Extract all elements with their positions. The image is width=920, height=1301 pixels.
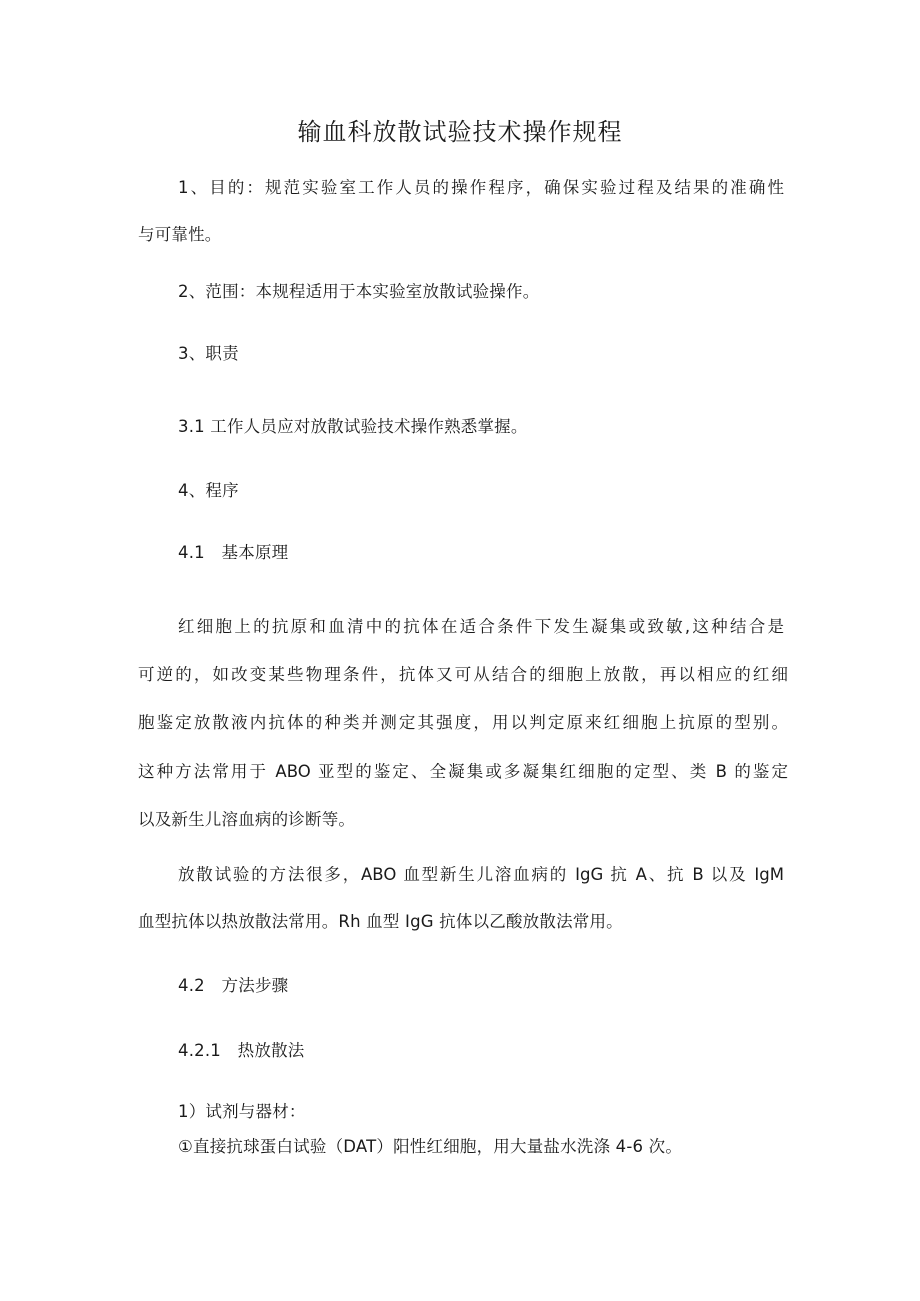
heat-elution-heading: 4.2.1 热放散法 [178,1041,305,1060]
principle-p1-line-2: 可逆的，如改变某些物理条件，抗体又可从结合的细胞上放散，再以相应的红细 [138,665,788,684]
principle-p1-line-4: 这种方法常用于 ABO 亚型的鉴定、全凝集或多凝集红细胞的定型、类 B 的鉴定 [138,762,788,781]
principle-p1-line-5: 以及新生儿溶血病的诊断等。 [138,810,356,829]
purpose-line-2: 与可靠性。 [138,225,222,244]
principle-p1-line-1: 红细胞上的抗原和血清中的抗体在适合条件下发生凝集或致敏,这种结合是 [178,617,784,636]
reagents-heading: 1）试剂与器材： [178,1102,306,1121]
duties-heading: 3、职责 [178,344,239,363]
duties-item-3-1: 3.1 工作人员应对放散试验技术操作熟悉掌握。 [178,417,528,436]
principle-heading: 4.1 基本原理 [178,543,289,562]
method-heading: 4.2 方法步骤 [178,976,289,995]
scope-paragraph: 2、范围：本规程适用于本实验室放散试验操作。 [178,282,540,301]
principle-p2-line-2: 血型抗体以热放散法常用。Rh 血型 IgG 抗体以乙酸放散法常用。 [138,912,623,931]
principle-p1-line-3: 胞鉴定放散液内抗体的种类并测定其强度，用以判定原来红细胞上抗原的型别。 [138,713,788,732]
procedure-heading: 4、程序 [178,481,239,500]
document-title: 输血科放散试验技术操作规程 [297,118,623,146]
reagent-item-1: ①直接抗球蛋白试验（DAT）阳性红细胞，用大量盐水洗涤 4-6 次。 [178,1137,683,1156]
purpose-line-1: 1、目的：规范实验室工作人员的操作程序，确保实验过程及结果的准确性 [178,178,784,197]
principle-p2-line-1: 放散试验的方法很多，ABO 血型新生儿溶血病的 IgG 抗 A、抗 B 以及 IgM [178,865,784,884]
